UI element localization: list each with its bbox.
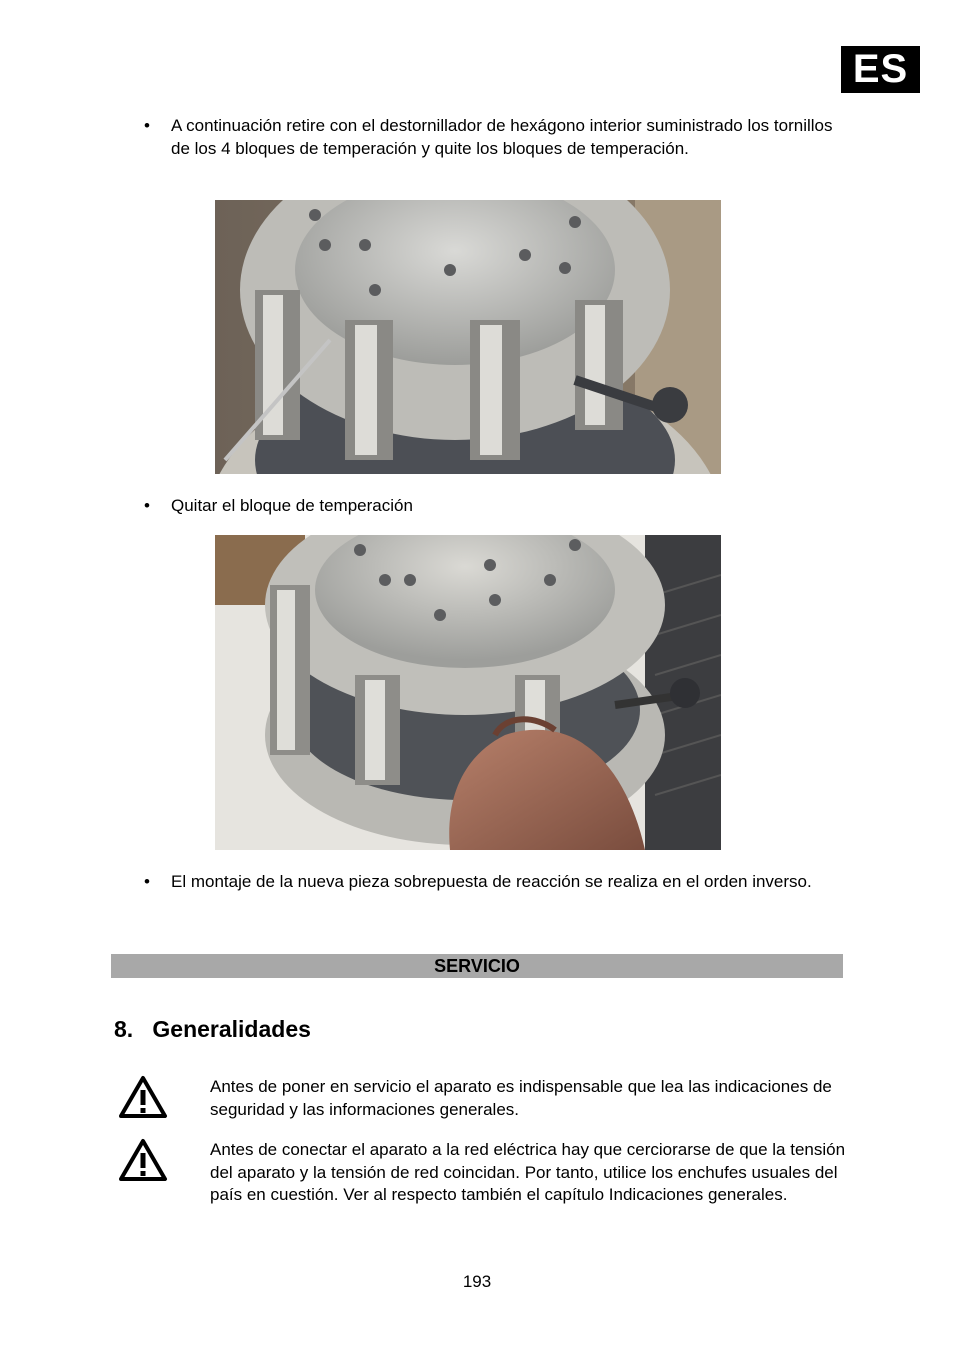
chapter-title: Generalidades [152,1016,311,1042]
chapter-heading [114,1016,311,1043]
warning-triangle-icon [118,1138,168,1182]
step-text: A continuación retire con el destornillador de hexágono interior suministrado los tornillos de los 4 bloques de temperación y quite los bloques de temperación. [171,116,833,158]
chapter-number: 8. [114,1016,134,1042]
section-title-bar: SERVICIO [111,954,843,978]
warning-text-2: Antes de conectar el aparato a la red eléctrica hay que cerciorarse de que la tensión del aparato y la tensión de red coincidan. Por tanto, utilice los enchufes usuales del país en cuestión. Ver al respecto también el capítulo Indicaciones generales. [210,1140,846,1204]
bullet-marker: • [144,872,150,891]
warning-triangle-icon [118,1075,168,1119]
step-text: El montaje de la nueva pieza sobrepuesta de reacción se realiza en el orden inverso. [171,872,812,891]
page-number: 193 [462,1272,492,1291]
bullet-marker: • [144,496,150,515]
bullet-marker: • [144,116,150,135]
warning-text-1: Antes de poner en servicio el aparato es indispensable que lea las indicaciones de seguridad y las informaciones generales. [210,1077,832,1119]
photo-remove-screws [215,200,721,474]
photo-remove-screws-image [215,200,721,474]
photo-remove-block-image [215,535,721,850]
step-text: Quitar el bloque de temperación [171,496,413,515]
language-badge: ES [841,46,920,93]
photo-remove-block [215,535,721,850]
